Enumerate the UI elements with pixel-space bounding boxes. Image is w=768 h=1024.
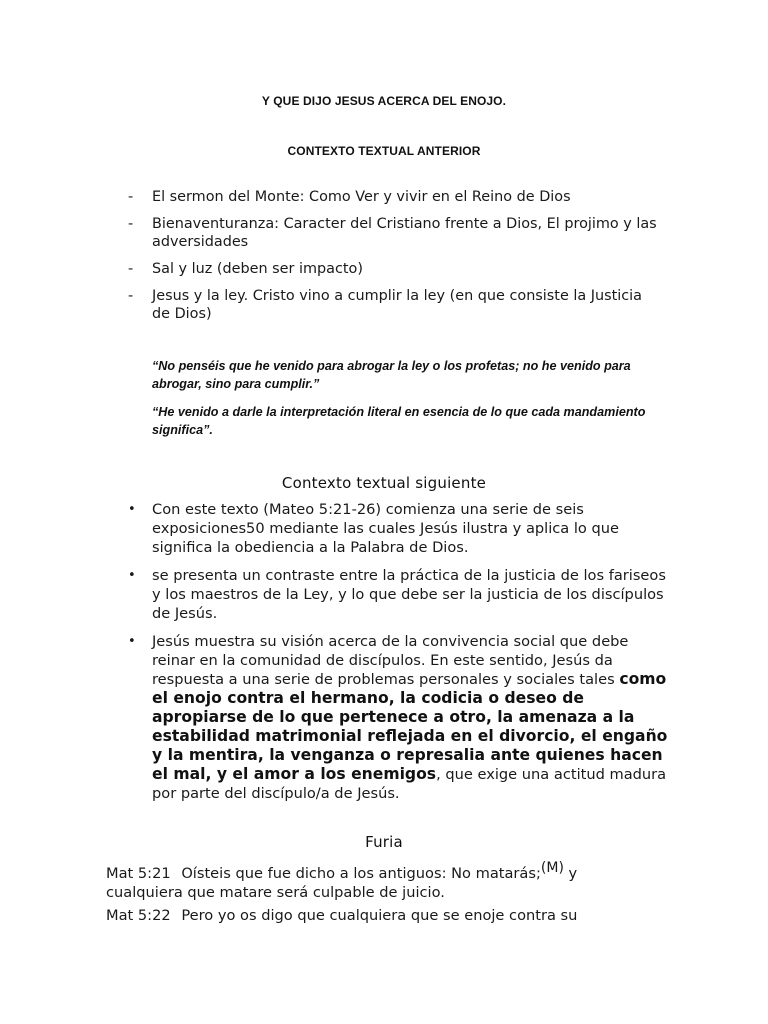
list-item (128, 632, 668, 803)
section-heading-siguiente: Contexto textual siguiente (281, 474, 487, 492)
list-item (128, 188, 664, 206)
verse-mat-5-22 (106, 906, 646, 925)
list-item-text: Jesus y la ley. Cristo vino a cumplir la ley (en que consiste la Justicia de Dios) (152, 288, 642, 322)
list-item-text: Sal y luz (deben ser impacto) (152, 261, 363, 277)
emphasis-venganza: la venganza o represalia ante quienes hacen el mal, y el amor a los enemigos (152, 746, 663, 783)
dash-marker: - (128, 288, 134, 304)
verse-text: Oísteis que fue dicho a los antiguos: No matarás; (181, 865, 541, 882)
section-heading-furia: Furia (365, 833, 403, 851)
bullet-marker: • (128, 634, 136, 649)
section-heading-anterior: CONTEXTO TEXTUAL ANTERIOR (287, 144, 481, 158)
list-item (128, 287, 664, 323)
verse-mat-5-21 (106, 860, 646, 902)
verse-text: Pero yo os digo que cualquiera que se enoje contra su (181, 907, 578, 924)
dash-marker: - (128, 189, 134, 205)
document-title: Y QUE DIJO JESUS ACERCA DEL ENOJO. (261, 94, 507, 108)
cross-reference-marker[interactable]: (M) (540, 860, 564, 876)
quote-interpretacion: “He venido a darle la interpretación literal en esencia de lo que cada mandamiento significa”. (152, 405, 646, 437)
dash-marker: - (128, 261, 134, 277)
list-item (128, 500, 668, 557)
emphasis-codicia: la codicia o deseo de apropiarse de lo que pertenece a otro (152, 689, 584, 726)
text-separator: , (569, 727, 581, 745)
list-item-text: Con este texto (Mateo 5:21-26) comienza una serie de seis exposiciones50 mediante las cuales Jesús ilustra y aplica lo que significa la obediencia a la Palabra de Dios. (152, 501, 619, 556)
list-item-text: El sermon del Monte: Como Ver y vivir en el Reino de Dios (152, 189, 571, 205)
verse-reference: Mat 5:22 (106, 907, 171, 924)
list-item (128, 260, 664, 278)
list-item-text: Bienaventuranza: Caracter del Cristiano frente a Dios, El projimo y las adversidades (152, 216, 657, 250)
list-item-text: se presenta un contraste entre la práctica de la justicia de los fariseos y los maestros de la Ley, y lo que debe ser la justicia de los discípulos de Jesús. (152, 567, 666, 622)
text-run: Jesús muestra su visión acerca de la convivencia social que debe reinar en la comunidad de discípulos. En este sentido, Jesús da respuesta a una serie de problemas personales y sociales tales (152, 633, 629, 688)
bullet-marker: • (128, 568, 136, 583)
text-separator: , (485, 708, 498, 726)
context-dash-list (128, 188, 664, 332)
context-bullet-list (128, 500, 668, 812)
text-run: , que exige una actitud madura por parte del discípulo/a de Jesús. (152, 766, 667, 802)
list-item (128, 215, 664, 251)
verse-text: y cualquiera que matare será culpable de juicio. (106, 865, 578, 901)
text-separator: , (388, 689, 401, 707)
dash-marker: - (128, 216, 134, 232)
verse-reference: Mat 5:21 (106, 865, 171, 882)
bullet-marker: • (128, 502, 136, 517)
emphasis-mentira: el engaño y la mentira (152, 727, 668, 764)
list-item (128, 566, 668, 623)
text-separator: , (257, 746, 270, 764)
emphasis-divorcio: la amenaza a la estabilidad matrimonial reflejada en el divorcio (152, 708, 635, 745)
emphasis-enojo: como el enojo contra el hermano (152, 670, 667, 707)
quote-cumplir: “No penséis que he venido para abrogar la ley o los profetas; no he venido para abrogar, sino para cumplir.” (152, 359, 631, 391)
list-item-text (152, 633, 667, 802)
